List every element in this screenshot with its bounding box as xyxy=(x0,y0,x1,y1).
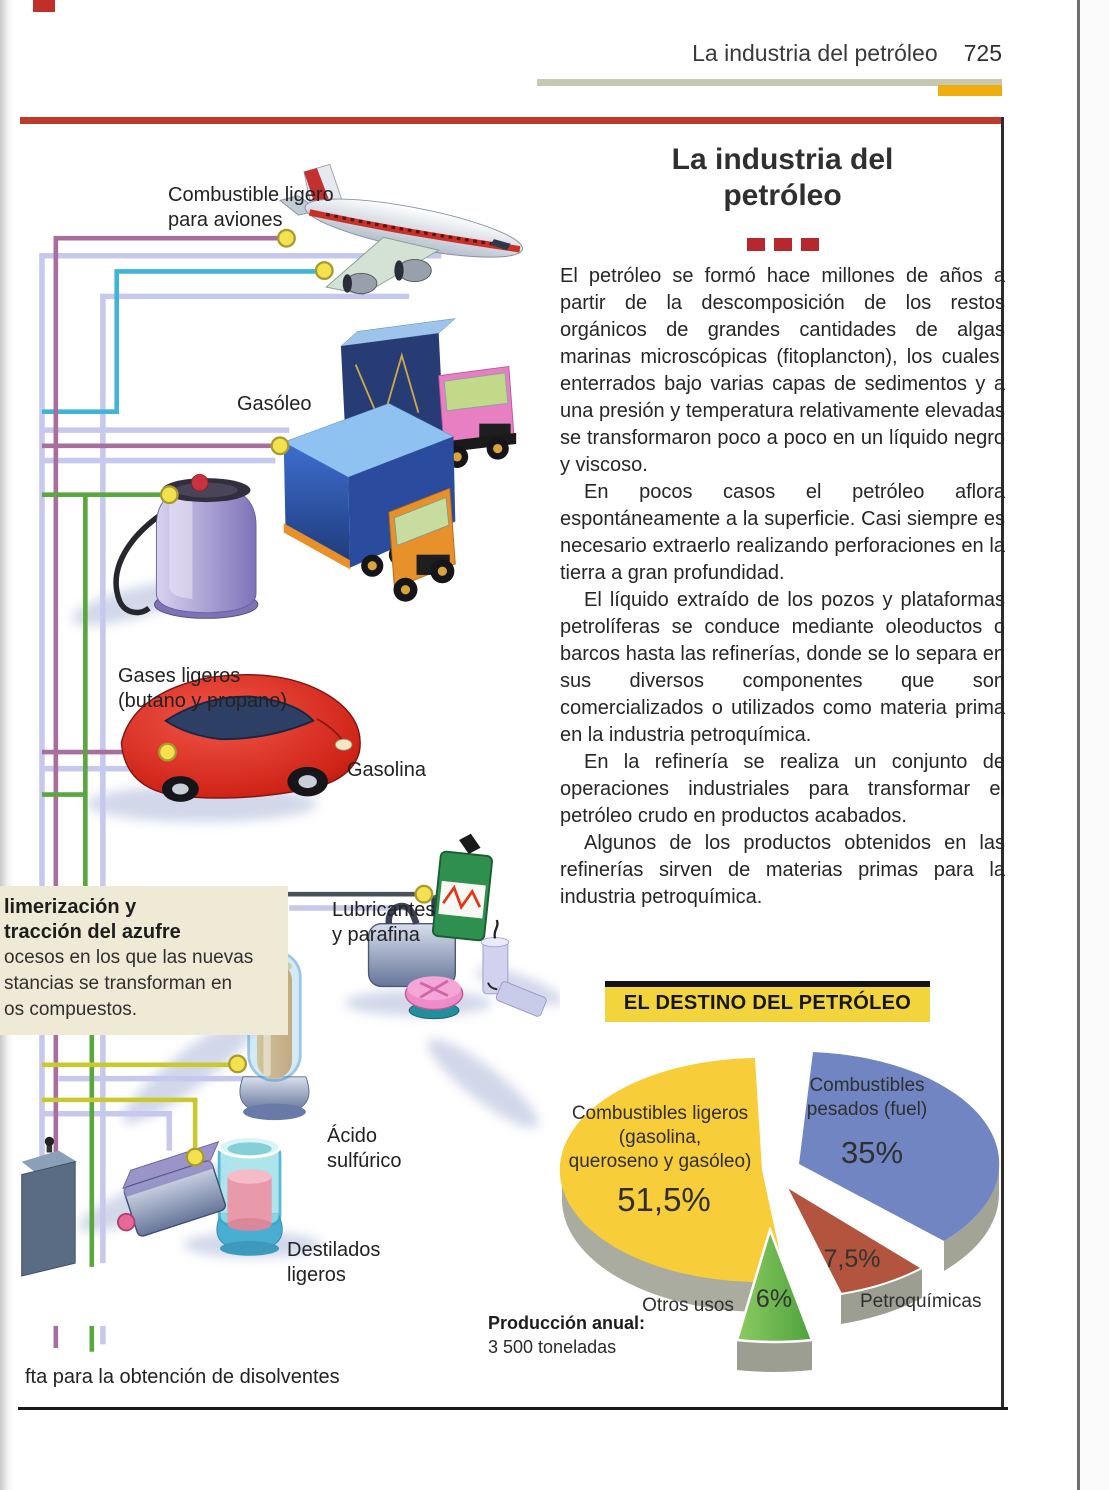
truck-orange-illustration xyxy=(284,403,456,601)
label-gases-line1: Gases ligeros xyxy=(118,665,241,687)
label-acido-sulfurico xyxy=(327,1124,401,1174)
dark-container-illustration xyxy=(22,1137,77,1276)
note-heading-line1: limerización y xyxy=(4,896,137,918)
article-paragraph: En pocos casos el petróleo aflora espontáneamente a la superficie. Casi siempre es necesario extraerlo realizando perforaciones en la tierra a gran profundidad. xyxy=(560,481,1005,584)
label-acido-line1: Ácido xyxy=(327,1125,378,1147)
article-paragraph: El petróleo se formó hace millones de años a partir de la descomposición de los restos orgánicos de grandes cantidades de algas marinas microscópicas (fitoplancton), los cuales, enterrados bajo varias capas de sedimentos y a una presión y temperatura relativamente elevadas se transformaron poco a poco en un líquido negro y viscoso. xyxy=(560,265,1005,476)
bottom-caption: fta para la obtención de disolventes xyxy=(25,1366,340,1388)
pie-label-heavy-1: Combustibles xyxy=(809,1075,925,1096)
label-destilados-line1: Destilados xyxy=(287,1239,381,1261)
article-paragraph: El líquido extraído de los pozos y plataformas petrolíferas se conduce mediante oleoductos o barcos hasta las refinerías, donde se lo separa en sus diversos componentes que son comercializados o utilizados como materia prima en la industria petroquímica. xyxy=(560,589,1005,746)
title-ornament-squares xyxy=(560,238,1005,251)
label-lubricantes xyxy=(332,898,435,948)
note-body-line2: stancias se transforman en xyxy=(4,973,233,994)
article-title-line1: La industria del xyxy=(671,143,894,176)
label-jet-fuel xyxy=(168,183,334,233)
pie-pct-otros: 6% xyxy=(755,1285,793,1313)
pie-pct-light: 51,5% xyxy=(617,1181,711,1218)
note-body-line1: ocesos en los que las nuevas xyxy=(4,947,254,968)
label-gasolina: Gasolina xyxy=(347,759,426,781)
article-body xyxy=(560,263,1005,911)
label-gases-ligeros xyxy=(118,664,287,714)
pie-label-petro: Petroquímicas xyxy=(860,1291,982,1312)
label-jet-fuel-line2: para aviones xyxy=(168,209,283,231)
label-destilados-line2: ligeros xyxy=(287,1264,346,1286)
article-title-line2: petróleo xyxy=(723,179,842,212)
header-olive-bar xyxy=(537,79,1002,86)
page-number: 725 xyxy=(963,40,1002,66)
red-square xyxy=(774,238,792,251)
pie-label-light-1: Combustibles ligeros xyxy=(571,1103,749,1124)
pie-chart-block xyxy=(480,973,1020,1387)
pie-pct-heavy: 35% xyxy=(840,1135,904,1170)
pipe-cyan-jet xyxy=(42,271,322,411)
paraffin-tablet-illustration xyxy=(405,976,462,1018)
label-lubricantes-line1: Lubricantes xyxy=(332,899,436,921)
label-jet-fuel-line1: Combustible ligero xyxy=(168,184,334,206)
pie-label-light-3: queroseno y gasóleo) xyxy=(568,1151,752,1172)
note-heading-line2: tracción del azufre xyxy=(4,921,181,943)
running-head xyxy=(500,40,1002,67)
pie-pct-petro: 7,5% xyxy=(823,1245,881,1273)
pie-wall-green xyxy=(737,1340,812,1372)
red-square xyxy=(747,238,765,251)
chart-footnote-heading: Producción anual: xyxy=(488,1313,646,1333)
header-orange-bar xyxy=(938,85,1002,96)
running-head-title: La industria del petróleo xyxy=(692,40,938,66)
label-acido-line2: sulfúrico xyxy=(327,1150,402,1172)
refinery-products-diagram xyxy=(0,110,560,1420)
page-right-margin xyxy=(1080,0,1109,1490)
chart-title: EL DESTINO DEL PETRÓLEO xyxy=(605,981,930,1022)
red-square xyxy=(801,238,819,251)
article-title xyxy=(560,142,1005,214)
pie-label-heavy-2: pesados (fuel) xyxy=(806,1099,928,1120)
process-note-box xyxy=(0,886,288,1035)
label-gasoleo: Gasóleo xyxy=(237,393,312,415)
note-body-line3: os compuestos. xyxy=(4,999,138,1020)
chart-footnote-value: 3 500 toneladas xyxy=(488,1337,617,1357)
article-paragraph: Algunos de los productos obtenidos en las refinerías sirven de materias primas para la industria petroquímica. xyxy=(560,832,1005,908)
label-destilados xyxy=(287,1238,380,1288)
glass-cylinder-illustration xyxy=(217,1137,282,1256)
oil-container-green-illustration xyxy=(432,831,494,941)
label-gases-line2: (butano y propano) xyxy=(118,690,288,712)
pie-label-otros: Otros usos xyxy=(642,1295,734,1316)
label-lubricantes-line2: y parafina xyxy=(332,924,420,946)
corner-red-mark xyxy=(33,0,55,12)
pie-label-light-2: (gasolina, xyxy=(618,1127,702,1148)
article-paragraph: En la refinería se realiza un conjunto de operaciones industriales para transformar el petróleo crudo en productos acabados. xyxy=(560,751,1005,827)
